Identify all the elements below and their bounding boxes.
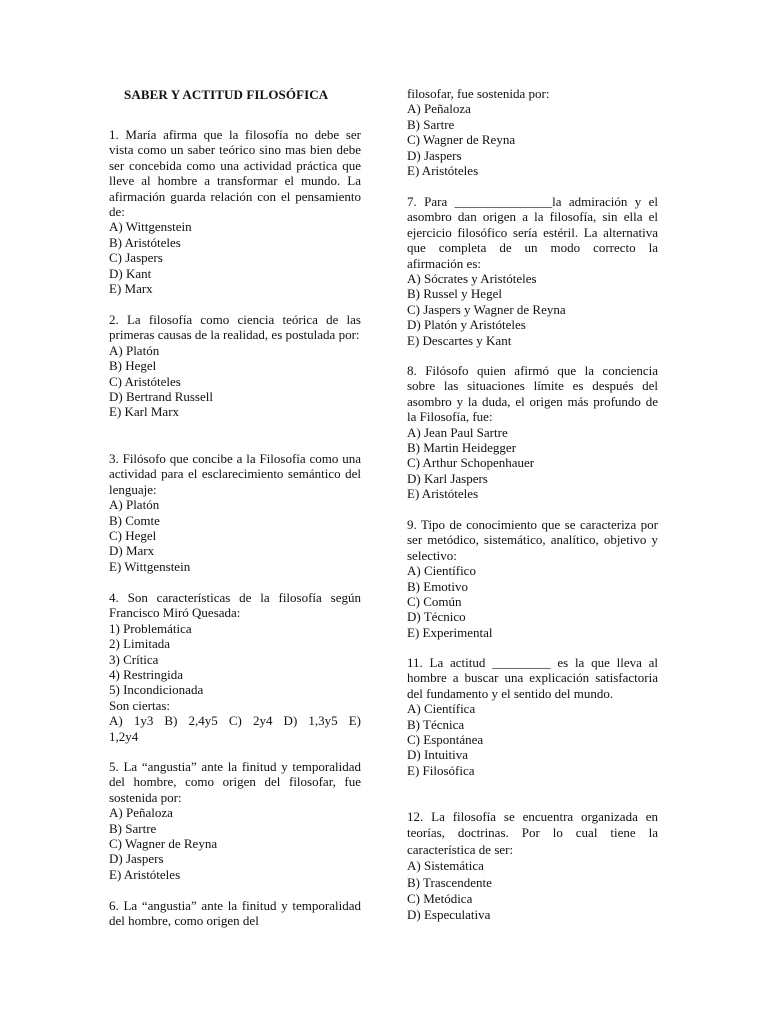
question-6: [109, 898, 361, 929]
option: E) Marx: [109, 281, 153, 297]
question-4: [109, 590, 361, 744]
option: A) Sócrates y Aristóteles: [407, 271, 537, 287]
option: E) Wittgenstein: [109, 558, 191, 574]
question-9: [407, 517, 658, 640]
question-stem: 12. La filosofía se encuentra organizada en teorías, doctrinas. Por lo cual tiene la característica de ser:: [407, 809, 658, 857]
option: C) Espontánea: [407, 732, 484, 748]
option: E) Descartes y Kant: [407, 332, 512, 348]
option: B) Emotivo: [407, 578, 469, 594]
option: B) Martin Heidegger: [407, 440, 517, 456]
option: B) Trascendente: [407, 874, 492, 890]
option: E) Karl Marx: [109, 404, 180, 420]
option: D) Karl Jaspers: [407, 470, 488, 486]
option: C) Común: [407, 594, 462, 610]
option: A) Científica: [407, 701, 476, 717]
option: D) Bertrand Russell: [109, 389, 213, 405]
option: D) Marx: [109, 543, 155, 559]
option: A) Peñaloza: [109, 805, 173, 821]
option: A) Sistemática: [407, 858, 484, 874]
question-stem: 7. Para _______________la admiración y el asombro dan origen a la filosofía, sin ella el ejercicio filosófico sería estéril. La alternativa que completa de un modo correcto la afirmación es:: [407, 194, 658, 271]
question-5: [109, 759, 361, 882]
option: B) Comte: [109, 512, 160, 528]
option: A) Platón: [109, 342, 160, 358]
option: D) Jaspers: [407, 147, 462, 163]
question-7: [407, 194, 658, 348]
option: E) Filosófica: [407, 762, 475, 778]
option: D) Técnico: [407, 609, 466, 625]
question-stem: 6. La “angustia” ante la finitud y temporalidad del hombre, como origen del: [109, 898, 361, 929]
question-11: [407, 655, 658, 778]
option: C) Metódica: [407, 891, 473, 907]
list-item: 5) Incondicionada: [109, 682, 204, 698]
option: B) Sartre: [407, 116, 455, 132]
option: C) Jaspers y Wagner de Reyna: [407, 301, 566, 317]
option: E) Experimental: [407, 624, 493, 640]
option: C) Wagner de Reyna: [109, 836, 218, 852]
list-item: 4) Restringida: [109, 667, 184, 683]
question-3: [109, 451, 361, 574]
question-stem: 11. La actitud _________ es la que lleva al hombre a buscar una explicación satisfactoria del fundamento y el sentido del mundo.: [407, 655, 658, 701]
option: D) Intuitiva: [407, 747, 469, 763]
question-stem: 3. Filósofo que concibe a la Filosofía como una actividad para el esclarecimiento semántico del lenguaje:: [109, 451, 361, 497]
option: D) Kant: [109, 265, 152, 281]
list-item: 2) Limitada: [109, 636, 171, 652]
question-8: [407, 363, 658, 502]
option: A) Jean Paul Sartre: [407, 424, 508, 440]
option: C) Hegel: [109, 528, 157, 544]
option: C) Arthur Schopenhauer: [407, 455, 535, 471]
question-stem: 4. Son características de la filosofía según Francisco Miró Quesada:: [109, 590, 361, 621]
list-item: 3) Crítica: [109, 651, 159, 667]
option: A) Peñaloza: [407, 101, 471, 117]
option: C) Aristóteles: [109, 373, 181, 389]
question-stem: 5. La “angustia” ante la finitud y temporalidad del hombre, como origen del filosofar, fue sostenida por:: [109, 759, 361, 805]
question-stem: 8. Filósofo quien afirmó que la conciencia sobre las situaciones límite es después del asombro y la duda, el origen más profundo de la Filosofía, fue:: [407, 363, 658, 425]
list-item: 1) Problemática: [109, 620, 192, 636]
option: B) Técnica: [407, 716, 465, 732]
option: B) Aristóteles: [109, 234, 181, 250]
question-6-continued: [407, 86, 658, 178]
question-1: [109, 127, 361, 296]
option: B) Hegel: [109, 358, 157, 374]
option: B) Sartre: [109, 820, 157, 836]
option: D) Jaspers: [109, 851, 164, 867]
option: A) Platón: [109, 497, 160, 513]
page-title: SABER Y ACTITUD FILOSÓFICA: [124, 87, 329, 102]
option: A) Wittgenstein: [109, 219, 192, 235]
question-stem: 1. María afirma que la filosofía no debe ser vista como un saber teórico sino mas bien debe ser concebida como una actividad práctica que lleve al hombre a transformar el mundo. La afirmación guarda relación con el pensamiento de:: [109, 127, 361, 220]
option: C) Jaspers: [109, 250, 163, 266]
option: E) Aristóteles: [109, 866, 181, 882]
option: B) Russel y Hegel: [407, 286, 502, 302]
option: A) Científico: [407, 563, 476, 579]
option: E) Aristóteles: [407, 486, 479, 502]
inline-options: A) 1y3 B) 2,4y5 C) 2y4 D) 1,3y5 E) 1,2y4: [109, 713, 361, 744]
question-2: [109, 312, 361, 420]
option: D) Especulativa: [407, 907, 491, 923]
question-12: [407, 809, 658, 924]
question-stem: filosofar, fue sostenida por:: [407, 86, 550, 101]
question-stem: 2. La filosofía como ciencia teórica de las primeras causas de la realidad, es postulada por:: [109, 312, 361, 343]
option: D) Platón y Aristóteles: [407, 317, 526, 333]
question-stem: 9. Tipo de conocimiento que se caracteriza por ser metódico, sistemático, analítico, objetivo y selectivo:: [407, 517, 658, 563]
question-prompt: Son ciertas:: [109, 697, 171, 713]
option: C) Wagner de Reyna: [407, 132, 516, 148]
option: E) Aristóteles: [407, 163, 479, 179]
